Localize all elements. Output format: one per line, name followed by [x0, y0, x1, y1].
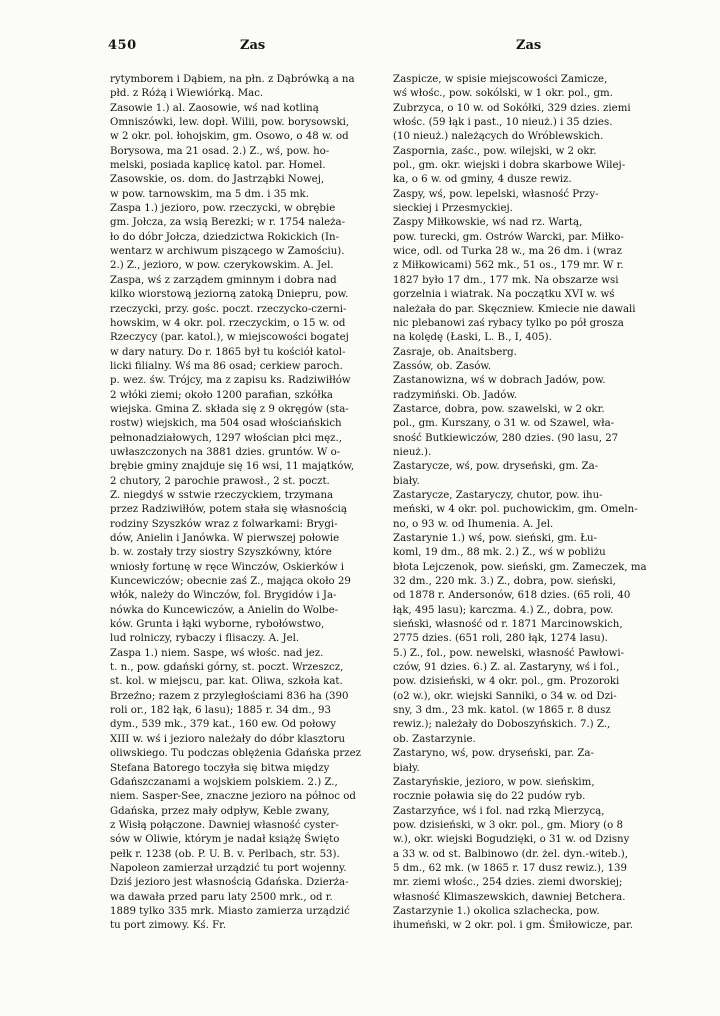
text-line: czów, 91 dzies. 6.) Z. al. Zastaryny, wś i fol.,: [393, 662, 620, 674]
text-line: z Wisłą połączone. Dawniej własność cyster-: [110, 819, 339, 831]
text-line: radzymiński. Ob. Jadów.: [393, 389, 518, 401]
text-line: włók, należy do Winczów, fol. Brygidów i Ja-: [110, 590, 337, 602]
text-line: dów, Anielin i Janówka. W pierwszej połowie: [110, 533, 340, 544]
text-line: Kuncewiczów; obecnie zaś Z., mająca około 29: [110, 576, 351, 588]
text-line: sieckiej i Przesmyckiej.: [393, 203, 513, 215]
text-line: (10 nieuż.) należących do Wróblewskich.: [393, 131, 604, 143]
text-line: własność Klimaszewskich, dawniej Betchera.: [393, 891, 626, 903]
text-line: nieuż.).: [393, 446, 432, 458]
text-line: Z. niegdyś w sstwie rzeczyckiem, trzymana: [110, 489, 334, 501]
text-line: Zastarynie 1.) wś, pow. sieński, gm. Łu-: [393, 533, 597, 544]
text-line: gorzelnia i wiatrak. Na początku XVI w. wś: [393, 289, 615, 301]
text-line: Zastarycze, wś, pow. dryseński, gm. Za-: [393, 461, 599, 473]
text-line: Zasowie 1.) al. Zaosowie, wś nad kotliną: [110, 102, 319, 114]
text-line: a 33 w. od st. Balbinowo (dr. żel. dyn.-witeb.),: [393, 848, 629, 860]
text-line: od 1878 r. Andersonów, 618 dzies. (65 roli, 40: [393, 590, 631, 602]
text-line: Zaspy, wś, pow. lepelski, własność Przy-: [393, 188, 599, 200]
text-line: oliwskiego. Tu podczas oblężenia Gdańska przez: [110, 748, 362, 760]
text-line: biały.: [393, 762, 420, 774]
text-line: błota Lejczenok, pow. sieński, gm. Zameczek, ma: [393, 561, 647, 573]
text-line: licki filialny. Wś ma 86 osad; cerkiew paroch.: [110, 360, 343, 372]
text-line: Zastarzynie 1.) okolica szlachecka, pow.: [393, 905, 600, 917]
text-line: Zastarce, dobra, pow. szawelski, w 2 okr.: [393, 403, 605, 415]
text-line: ków. Grunta i łąki wyborne, rybołówstwo,: [110, 619, 325, 631]
text-line: 2775 dzies. (651 roli, 280 łąk, 1274 lasu).: [393, 633, 608, 645]
text-line: Gdańszczanami a wojskiem polskiem. 2.) Z.,: [110, 776, 338, 788]
text-line: wś włośc., pow. sokólski, w 1 okr. pol., gm.: [393, 88, 613, 100]
text-line: łąk, 495 lasu); karczma. 4.) Z., dobra, pow.: [393, 604, 614, 616]
text-line: 2.) Z., jezioro, w pow. czerykowskim. A. Jel.: [110, 260, 334, 272]
text-line: Borysowa, ma 21 osad. 2.) Z., wś, pow. ho-: [110, 145, 330, 157]
text-line: pow. dzisieński, w 4 okr. pol., gm. Prozoroki: [393, 676, 620, 688]
text-line: należała do par. Skęczniew. Kmiecie nie dawali: [393, 303, 636, 315]
running-header-right: Zas: [516, 38, 542, 53]
text-line: Zasraje, ob. Anaitsberg.: [393, 346, 517, 358]
text-line: roli or., 182 łąk, 6 lasu); 1885 r. 34 dm., 93: [110, 705, 332, 717]
text-line: w 2 okr. pol. łohojskim, gm. Osowo, o 48 w. od: [110, 131, 349, 143]
text-line: melski, posiada kaplicę katol. par. Homel.: [110, 160, 326, 172]
text-line: Zastanowizna, wś w dobrach Jadów, pow.: [393, 375, 606, 387]
text-line: włośc. (59 łąk i past., 10 nieuż.) i 35 dzies.: [393, 117, 613, 129]
text-line: 5 dm., 62 mk. (w 1865 r. 17 dusz rewiz.), 139: [393, 862, 627, 874]
text-line: pow. turecki, gm. Ostrów Warcki, par. Miłko-: [393, 231, 624, 243]
text-line: Napoleon zamierzał urządzić tu port wojenny.: [110, 862, 347, 874]
text-line: w pow. tarnowskim, ma 5 dm. i 35 mk.: [110, 188, 309, 200]
text-line: przez Radziwiłłów, potem stała się własnością: [110, 504, 347, 516]
text-line: płd. z Różą i Wiewiórką. Mac.: [110, 88, 264, 100]
text-line: wiejska. Gmina Z. składa się z 9 okręgów (sta-: [110, 403, 349, 415]
text-line: uwłaszczonych na 3881 dzies. gruntów. W o-: [110, 446, 341, 458]
text-line: Zubrzyca, o 10 w. od Sokółki, 329 dzies. ziemi: [393, 102, 631, 114]
text-line: no, o 93 w. od Ihumenia. A. Jel.: [393, 518, 554, 530]
text-line: sów w Oliwie, którym je nadał książę Święto: [110, 834, 340, 846]
text-line: Zaspa 1.) jezioro, pow. rzeczycki, w obrębie: [110, 203, 336, 215]
text-line: 1889 tylko 335 mrk. Miasto zamierza urządzić: [110, 905, 350, 917]
text-line: sny, 3 dm., 23 mk. katol. (w 1865 r. 8 dusz: [393, 705, 611, 717]
text-line: Zaspornia, zaśc., pow. wilejski, w 2 okr.: [393, 145, 597, 157]
text-line: gm. Jołcza, za wsią Berezki; w r. 1754 należa-: [110, 217, 346, 229]
text-line: brębie gminy znajduje się 16 wsi, 11 majątków,: [110, 461, 355, 473]
text-line: t. n., pow. gdański górny, st. poczt. Wrzeszcz,: [110, 662, 344, 674]
text-line: 32 dm., 220 mk. 3.) Z., dobra, pow. sieński,: [393, 576, 616, 588]
text-line: ihumeński, w 2 okr. pol. i gm. Śmiłowicze, par.: [393, 920, 633, 932]
text-line: rytymborem i Dąbiem, na płn. z Dąbrówką a na: [110, 74, 355, 85]
text-line: biały.: [393, 475, 420, 487]
text-line: nówka do Kuncewiczów, a Anielin do Wolbe-: [110, 604, 339, 616]
text-line: Zasowskie, os. dom. do Jastrząbki Nowej,: [110, 174, 325, 186]
text-line: pol., gm. okr. wiejski i dobra skarbowe Wilej-: [393, 160, 626, 172]
text-line: Stefana Batorego toczyła się bitwa między: [110, 762, 330, 774]
text-line: w.), okr. wiejski Bogudzięki, o 31 w. od Dzisny: [393, 834, 630, 846]
text-line: 2 włóki ziemi; około 1200 parafian, szkółka: [110, 389, 333, 401]
text-line: Dziś jezioro jest własnością Gdańska. Dzierża-: [110, 877, 349, 889]
text-line: Omniszówki, lew. dopł. Wilii, pow. borysowski,: [110, 117, 350, 129]
text-line: rodziny Szyszków wraz z folwarkami: Brygi-: [110, 518, 338, 530]
text-line: niem. Sasper-See, znaczne jezioro na północ od: [110, 791, 356, 803]
left-text-column: [110, 73, 372, 934]
text-line: wentarz w archiwum piszącego w Zamościu).: [110, 246, 345, 258]
text-line: Brzeźno; razem z przyległościami 836 ha (390: [110, 690, 349, 702]
text-line: rostw) wiejskich, ma 504 osad włościańskich: [110, 418, 342, 430]
text-line: sność Butkiewiczów, 280 dzies. (90 lasu, 27: [393, 432, 619, 444]
text-line: Zaspicze, w spisie miejscowości Zamicze,: [393, 74, 608, 85]
right-text-column: [393, 73, 669, 934]
text-line: rewiz.); należały do Doboszyńskich. 7.) Z.,: [393, 719, 611, 731]
text-line: rzeczycki, przy. gośc. poczt. rzeczycko-czerni-: [110, 303, 347, 315]
text-line: Zaspy Miłkowskie, wś nad rz. Wartą,: [393, 217, 583, 229]
text-line: Zaspa 1.) niem. Saspe, wś włośc. nad jez.: [110, 647, 324, 659]
text-line: (o2 w.), okr. wiejski Sanniki, o 34 w. od Dzi-: [393, 690, 617, 702]
text-line: pełnonadziałowych, 1297 włościan płci męz.,: [110, 432, 343, 444]
text-line: mr. ziemi włośc., 254 dzies. ziemi dworskiej;: [393, 877, 623, 889]
text-line: 1827 było 17 dm., 177 mk. Na obszarze wsi: [393, 274, 619, 286]
text-line: pol., gm. Kurszany, o 31 w. od Szawel, wła-: [393, 418, 615, 430]
running-header-left: Zas: [240, 38, 266, 53]
text-line: Gdańska, przez mały odpływ, Keble zwany,: [110, 805, 330, 817]
text-line: Zaspa, wś z zarządem gminnym i dobra nad: [110, 274, 337, 286]
text-line: lud rolniczy, rybaczy i flisaczy. A. Jel.: [110, 633, 300, 645]
text-line: 5.) Z., fol., pow. newelski, własność Pawłowi-: [393, 647, 625, 659]
text-line: XIII w. wś i jezioro należały do dóbr klasztoru: [110, 733, 346, 745]
text-line: Zastarzyńce, wś i fol. nad rzką Mierzycą,: [393, 805, 605, 817]
text-line: tu port zimowy. Kś. Fr.: [110, 920, 227, 932]
text-line: wice, odl. od Turka 28 w., ma 26 dm. i (wraz: [393, 246, 622, 258]
text-line: Zastaryńskie, jezioro, w pow. sieńskim,: [393, 776, 595, 788]
text-line: st. kol. w miejscu, par. kat. Oliwa, szkoła kat.: [110, 676, 343, 688]
text-line: sieński, własność od r. 1871 Marcinowskich,: [393, 619, 623, 631]
text-line: Zassów, ob. Zasów.: [393, 360, 492, 372]
text-line: ło do dóbr Jołcza, dziedzictwa Rokickich (In-: [110, 231, 340, 243]
text-line: Zastaryno, wś, pow. dryseński, par. Za-: [393, 748, 594, 760]
text-line: ob. Zastarzynie.: [393, 733, 476, 745]
text-line: Rzeczycy (par. katol.), w miejscowości bogatej: [110, 332, 349, 344]
text-line: wa dawała przed paru laty 2500 mrk., od r.: [110, 891, 333, 903]
text-line: na kolędę (Łaski, L. B., I, 405).: [393, 332, 552, 344]
text-line: pow. dzisieński, w 3 okr. pol., gm. Miory (o 8: [393, 819, 624, 831]
text-line: b. w. zostały trzy siostry Szyszkówny, które: [110, 547, 332, 559]
text-line: Zastarycze, Zastaryczy, chutor, pow. ihu-: [393, 489, 603, 501]
text-line: kilko wiorstową jeziorną zatoką Dniepru, pow.: [110, 289, 349, 301]
text-line: w dary natury. Do r. 1865 był tu kościół katol-: [110, 346, 346, 358]
text-line: howskim, w 4 okr. pol. rzeczyckim, o 15 w. od: [110, 317, 346, 329]
text-line: pełk r. 1238 (ob. P. U. B. v. Perlbach, str. 53).: [110, 848, 340, 860]
text-line: 2 chutory, 2 parochie prawosł., 2 st. poczt.: [110, 475, 330, 487]
text-line: dym., 539 mk., 379 kat., 160 ew. Od połowy: [110, 719, 336, 731]
text-line: p. wez. św. Trójcy, ma z zapisu ks. Radziwiłłów: [110, 375, 351, 387]
text-line: koml, 19 dm., 88 mk. 2.) Z., wś w pobliżu: [393, 547, 606, 559]
text-line: z Miłkowicami) 562 mk., 51 os., 179 mr. W r.: [393, 260, 624, 272]
text-line: nic plebanowi zaś rybacy tylko po pół grosza: [393, 317, 624, 329]
text-line: meński, w 4 okr. pol. puchowickim, gm. Omeln-: [393, 504, 638, 516]
text-line: wniosły fortunę w ręce Winczów, Oskierków i: [110, 561, 345, 573]
text-line: rocznie poławia się do 22 pudów ryb.: [393, 791, 586, 803]
page-number: 450: [108, 38, 137, 53]
text-line: ka, o 6 w. od gminy, 4 dusze rewiz.: [393, 174, 572, 186]
